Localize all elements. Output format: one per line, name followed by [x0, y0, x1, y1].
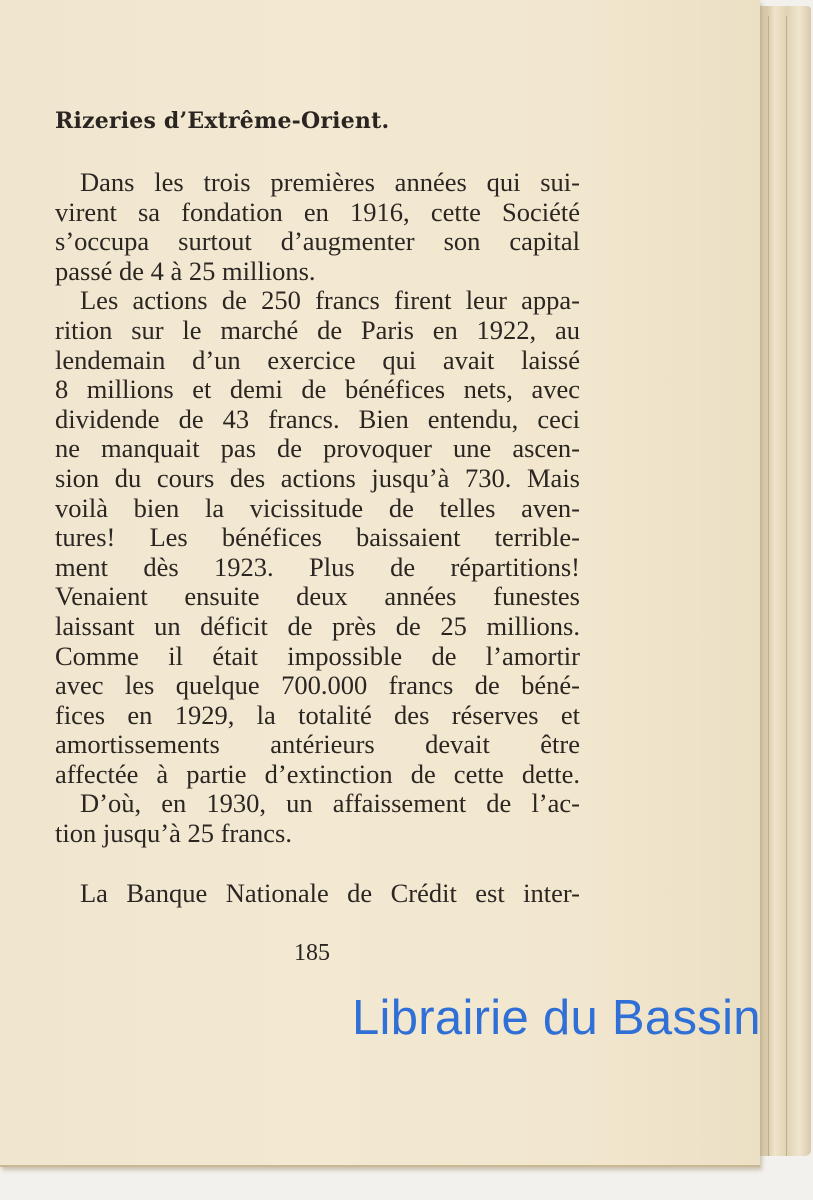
text-line: fices en 1929, la totalité des réserves et [55, 700, 580, 730]
edge-line [768, 16, 769, 1156]
text-line: ne manquait pas de provoquer une ascen- [55, 434, 580, 464]
section-heading: Rizeries d’Extrême-Orient. [55, 108, 390, 134]
text-line: ment dès 1923. Plus de répartitions! [55, 552, 580, 582]
text-line: virent sa fondation en 1916, cette Société [55, 197, 580, 227]
text-line: Venaient ensuite deux années funestes [55, 582, 580, 612]
watermark: Librairie du Bassin [352, 991, 761, 1045]
text-line: s’occupa surtout d’augmenter son capital [55, 227, 580, 257]
text-line: passé de 4 à 25 millions. [55, 255, 316, 286]
text-line: Les actions de 250 francs firent leur appa- [80, 286, 580, 316]
paragraph-gap [55, 849, 580, 879]
edge-line [786, 16, 787, 1156]
text-line: La Banque Nationale de Crédit est inter- [80, 878, 580, 908]
text-line: voilà bien la vicissitude de telles aven- [55, 493, 580, 523]
text-line: lendemain d’un exercice qui avait laissé [55, 345, 580, 375]
body-text [55, 168, 580, 908]
text-line: affectée à partie d’extinction de cette dette. [55, 759, 580, 789]
text-line: sion du cours des actions jusqu’à 730. Mais [55, 463, 580, 493]
text-line: 8 millions et demi de bénéfices nets, avec [55, 375, 580, 405]
text-line: amortissements antérieurs devait être [55, 730, 580, 760]
text-line: D’où, en 1930, un affaissement de l’ac- [80, 789, 580, 819]
text-line: dividende de 43 francs. Bien entendu, ceci [55, 404, 580, 434]
text-line: tures! Les bénéfices baissaient terrible- [55, 523, 580, 553]
text-line: Dans les trois premières années qui sui- [80, 168, 580, 197]
text-line: avec les quelque 700.000 francs de béné- [55, 671, 580, 701]
text-line: rition sur le marché de Paris en 1922, au [55, 315, 580, 345]
text-line: laissant un déficit de près de 25 millions. [55, 611, 580, 641]
text-line: Comme il était impossible de l’amortir [55, 641, 580, 671]
text-line: tion jusqu’à 25 francs. [55, 818, 292, 849]
page-number: 185 [294, 940, 330, 966]
